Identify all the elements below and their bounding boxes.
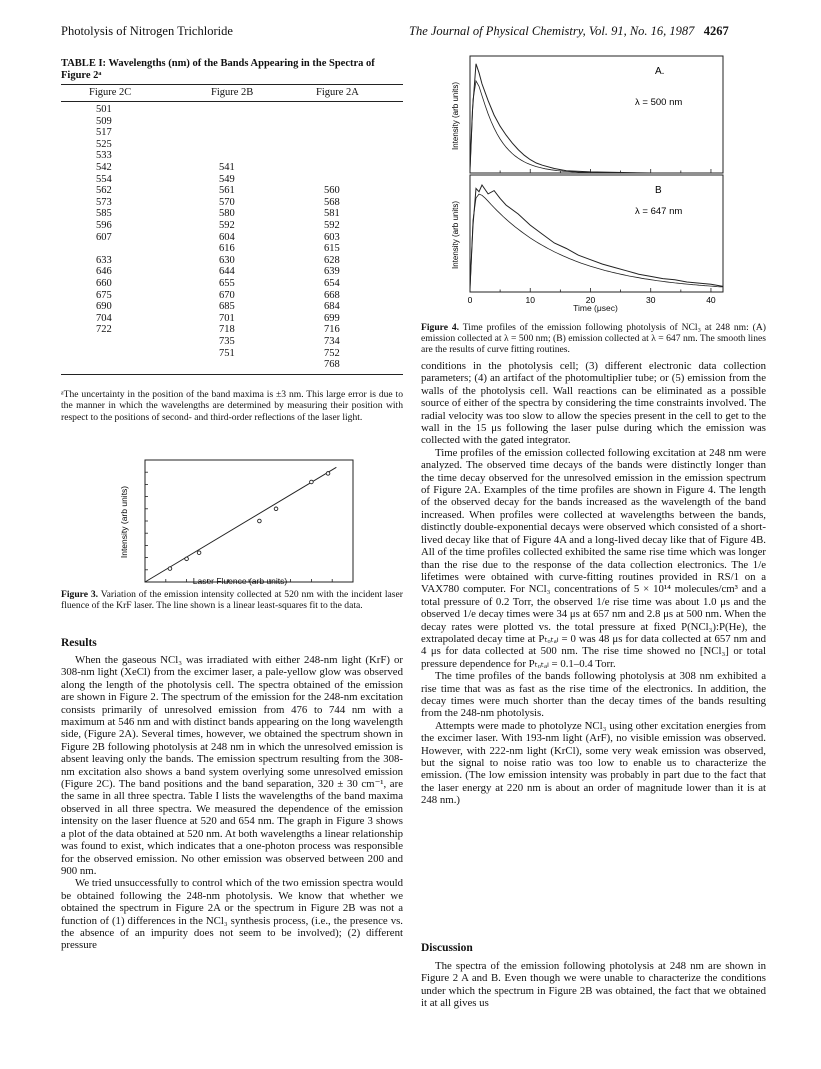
table-cell: 734 xyxy=(324,336,340,347)
table-cell: 561 xyxy=(219,185,235,197)
panel-a-fit-curve xyxy=(470,81,723,173)
table-cell: 562 xyxy=(96,185,112,197)
data-point xyxy=(185,557,189,561)
figure-3-xlabel: Laser Fluence (arb units) xyxy=(192,576,288,586)
table-cell: 630 xyxy=(219,254,235,266)
table-cell: 580 xyxy=(219,208,235,220)
table-cell: 570 xyxy=(219,196,235,208)
discussion-heading: Discussion xyxy=(421,942,473,954)
table-bottom-rule xyxy=(61,374,403,375)
figure-4-caption-text: Time profiles of the emission following photolysis of NCl₃ at 248 nm: (A) emission collected at λ = 500 nm; (B) emission collected at λ = 647 nm. The smooth lines are the results of curve fitting routines. xyxy=(421,322,766,356)
figure-3-ylabel: Intensity (arb units) xyxy=(119,485,129,559)
body-paragraph: Attempts were made to photolyze NCl₃ using other excitation energies from the excimer laser. With 193-nm light (ArF), no visible emission was observed. However, with 222-nm light (KrCl), some very weak emission was observed, but the signal to noise ratio was too low to enable us to characterize the emission. (The low emission intensity was probably in part due to the fact that the laser energy at 220 nm is about an order of magnitude lower than it is at 248 nm.) xyxy=(421,719,766,807)
table-cell: 533 xyxy=(96,150,112,162)
figure-4-panel-b-frame xyxy=(470,175,723,292)
table-cell: 628 xyxy=(324,254,340,266)
table-cell: 560 xyxy=(324,185,340,197)
figure-4-panel-a-label: A. xyxy=(655,66,665,77)
table-cell: 654 xyxy=(324,278,340,289)
results-body xyxy=(61,654,403,952)
results-heading: Results xyxy=(61,637,97,649)
figure-3-caption-label: Figure 3. xyxy=(61,589,99,600)
data-point xyxy=(197,551,201,555)
table-cell: 542 xyxy=(96,162,112,173)
body-paragraph: Time profiles of the emission collected following excitation at 248 nm were analyzed. The observed time decays of the bands were distinctly longer than the time decay observed for the unresolved emission in the emission spectrum of Figure 2A. Examples of the time profiles are shown in Figure 4. The length of the observed decay for the bands increased as the wavelength of the band increased. When profiles were collected at wavelengths between the bands, distinctly double-exponential decays were observed which consisted of a short-lived decay like that of Figure 4A and a long-lived decay like that of Figure 4B. All of the time profiles collected exhibited the same rise time which was longer than the rise due to the response of the data collection electronics. The 1/e lifetimes were obtained with curve-fitting routines provided in RS/1 on a VAX780 computer. For NCl₃ concentrations of 5 × 10¹⁴ molecules/cm³ and a total pressure of 0.2 Torr, the observed 1/e rise time was about 1.0 μs and the observed 1/e decay times were 34 μs at 657 nm and 2.8 μs at 500 nm. When the decay rates were plotted vs. the total pressure at fixed P(NCl₃):P(He), the extrapolated decay time at Pₜₒₜₐₗ = 0 was 48 μs for data collected at 657 nm and 4 μs for data collected at 500 nm. The rise time showed no [NCl₃] or total pressure dependence for Pₜₒₜₐₗ = 0.1–0.4 Torr. xyxy=(421,446,766,670)
table-cell: 596 xyxy=(96,220,112,231)
table-cell: 517 xyxy=(96,127,112,139)
table-cell: 639 xyxy=(324,266,340,278)
figure-4-xlabel: Time (μsec) xyxy=(573,303,618,313)
table-cell: 541 xyxy=(219,162,235,173)
table-cell: 604 xyxy=(219,231,235,243)
figure-4-plot xyxy=(448,52,743,317)
figure-4-ylabel-b: Intensity (arb units) xyxy=(451,200,460,270)
table-cell: 701 xyxy=(219,312,235,324)
table-cell: 603 xyxy=(324,231,340,243)
table-cell: 509 xyxy=(96,115,112,127)
running-header-journal xyxy=(409,24,729,39)
table-cell: 660 xyxy=(96,278,112,289)
table-cell: 684 xyxy=(324,301,340,313)
running-header-title: Photolysis of Nitrogen Trichloride xyxy=(61,24,233,38)
journal-citation: The Journal of Physical Chemistry, Vol. 91, No. 16, 1987 xyxy=(409,24,695,38)
table-cell: 685 xyxy=(219,301,235,313)
table-cell: 581 xyxy=(324,208,340,220)
table-cell: 644 xyxy=(219,266,235,278)
figure-4-panel-b-annotation: λ = 647 nm xyxy=(635,206,683,217)
x-tick-label: 40 xyxy=(706,295,716,305)
body-paragraph: The time profiles of the bands following photolysis at 308 nm exhibited a rise time that was as fast as the rise time of the electronics. In addition, the decay times were much shorter than the decay times of the bands resulting from the 248-nm photolysis. xyxy=(421,670,766,720)
discussion-body xyxy=(421,960,766,1010)
table-cell: 718 xyxy=(219,324,235,336)
x-tick-label: 30 xyxy=(645,295,656,305)
x-tick-label: 0 xyxy=(467,295,473,305)
table-cell: 633 xyxy=(96,254,112,266)
table-header-rule xyxy=(61,101,403,102)
data-point xyxy=(274,507,278,511)
page-number: 4267 xyxy=(703,24,729,38)
results-paragraph: When the gaseous NCl₃ was irradiated with either 248-nm light (KrF) or 308-nm light (XeCl) from the excimer laser, a pale-yellow glow was observed along the length of the photolysis cell. The spectra obtained of the emission are shown in Figure 2. The spectrum of the emission for the 248-nm excitation consists primarily of unresolved emission from 476 to 744 nm with a maximum at 546 nm and with distinct bands appearing on the long wavelength side, (Figure 2A). Several times, however, we obtained the spectrum shown in Figure 2B following photolysis at 248 nm in which the unresolved emission is absent leaving only the bands. The emission spectrum resulting from the 308-nm excitation also shows a band system overlying some unresolved emission (Figure 2C). The band positions and the band separation, 320 ± 30 cm⁻¹, are the same in all three spectra. Table I lists the wavelengths of the band maxima observed in all three spectra. We measured the dependence of the emission intensity on the laser fluence at 520 and 654 nm. The graph in Figure 3 shows a plot of the data obtained at 520 nm. At both wavelengths a linear relationship was found to exist, which indicates that a one-photon process was responsible for the observed emission. No other emission was observed between 200 and 900 nm. xyxy=(61,654,403,877)
right-column-body xyxy=(421,360,766,807)
table-cell: 554 xyxy=(96,173,112,185)
table-cell: 646 xyxy=(96,266,112,278)
table-cell: 704 xyxy=(96,312,112,324)
table-cell: 716 xyxy=(324,324,340,336)
figure-4-panel-a-frame xyxy=(470,56,723,173)
data-point xyxy=(168,567,172,571)
table-cell: 699 xyxy=(324,312,340,324)
fit-line xyxy=(145,467,336,582)
table-header xyxy=(61,87,403,99)
col-header-fig2b: Figure 2B xyxy=(211,87,254,98)
panel-a-data-trace xyxy=(470,64,711,173)
table-cell: 568 xyxy=(324,196,340,208)
results-paragraph: We tried unsuccessfully to control which of the two emission spectra would be obtained following the 248-nm photolysis. We know that whether we obtained the spectrum in Figure 2A or the spectrum in Figure 2B was not a function of (1) differences in the NCl₃ synthesis process, (i.e., the presence vs. the absence of an impurity does not seem to be involved); (2) different pressure xyxy=(61,877,403,952)
panel-b-data-trace xyxy=(470,185,723,286)
table-cell: 525 xyxy=(96,138,112,150)
table-cell: 722 xyxy=(96,324,112,336)
table-cell: 675 xyxy=(96,289,112,301)
table-footnote: ᵃThe uncertainty in the position of the band maxima is ±3 nm. This large error is due to the manner in which the wavelengths are determined by measuring their position with respect to the positions of second- and third-order reflections of the laser light. xyxy=(61,389,403,423)
table-cell: 592 xyxy=(324,220,340,231)
figure-4-panel-a-annotation: λ = 500 nm xyxy=(635,97,683,108)
figure-4-caption-label: Figure 4. xyxy=(421,322,460,333)
table-cell: 751 xyxy=(219,347,235,359)
figure-3-plot xyxy=(110,458,370,588)
table-cell: 585 xyxy=(96,208,112,220)
x-tick-label: 10 xyxy=(525,295,535,305)
table-top-rule xyxy=(61,84,403,85)
table-cell: 615 xyxy=(324,243,340,255)
table-cell: 592 xyxy=(219,220,235,231)
table-cell: 549 xyxy=(219,173,235,185)
table-cell: 655 xyxy=(219,278,235,289)
data-point xyxy=(326,472,330,476)
figure-3 xyxy=(110,458,370,593)
figure-4-ylabel-a: Intensity (arb units) xyxy=(451,81,460,151)
figure-4-panel-b-label: B xyxy=(655,185,662,196)
table-cell: 670 xyxy=(219,289,235,301)
table-cell: 668 xyxy=(324,289,340,301)
x-tick-label: 20 xyxy=(585,295,596,305)
table-cell: 768 xyxy=(324,359,340,371)
body-paragraph: conditions in the photolysis cell; (3) different electronic data collection parameters; (4) an artifact of the photomultiplier tube; or (5) emission from the walls of the photolysis cell. Wall reactions can be eliminated as a possible source of either of the spectra by considering the time constraints involved. The radial velocity was too slow to allow the species present in the cell to get to the wall in the 15 μs following the laser pulse during which the emission was collected with the gated integrator. xyxy=(421,360,766,447)
table-cell: 501 xyxy=(96,104,112,115)
figure-4-caption xyxy=(421,322,766,356)
col-header-fig2a: Figure 2A xyxy=(316,87,359,98)
discussion-paragraph: The spectra of the emission following photolysis at 248 nm are shown in Figure 2 A and B. Even though we were unable to characterize the conditions under which the spectrum in Figure 2B was obtained, the fact that we obtained it at all gives us xyxy=(421,960,766,1010)
figure-4 xyxy=(448,52,743,322)
panel-b-fit-curve xyxy=(470,194,723,292)
table-title: TABLE I: Wavelengths (nm) of the Bands Appearing in the Spectra of Figure 2ᵃ xyxy=(61,58,375,81)
figure-3-caption-text: Variation of the emission intensity collected at 520 nm with the incident laser fluence of the KrF laser. The line shown is a linear least-squares fit to the data. xyxy=(61,589,403,612)
table-cell: 690 xyxy=(96,301,112,313)
col-header-fig2c: Figure 2C xyxy=(89,87,132,98)
figure-3-caption xyxy=(61,589,403,611)
table-cell: 752 xyxy=(324,347,340,359)
table-cell: 735 xyxy=(219,336,235,347)
table-cell: 607 xyxy=(96,231,112,243)
table-cell: 573 xyxy=(96,196,112,208)
data-point xyxy=(310,480,314,484)
data-point xyxy=(258,519,262,523)
table-cell: 616 xyxy=(219,243,235,255)
